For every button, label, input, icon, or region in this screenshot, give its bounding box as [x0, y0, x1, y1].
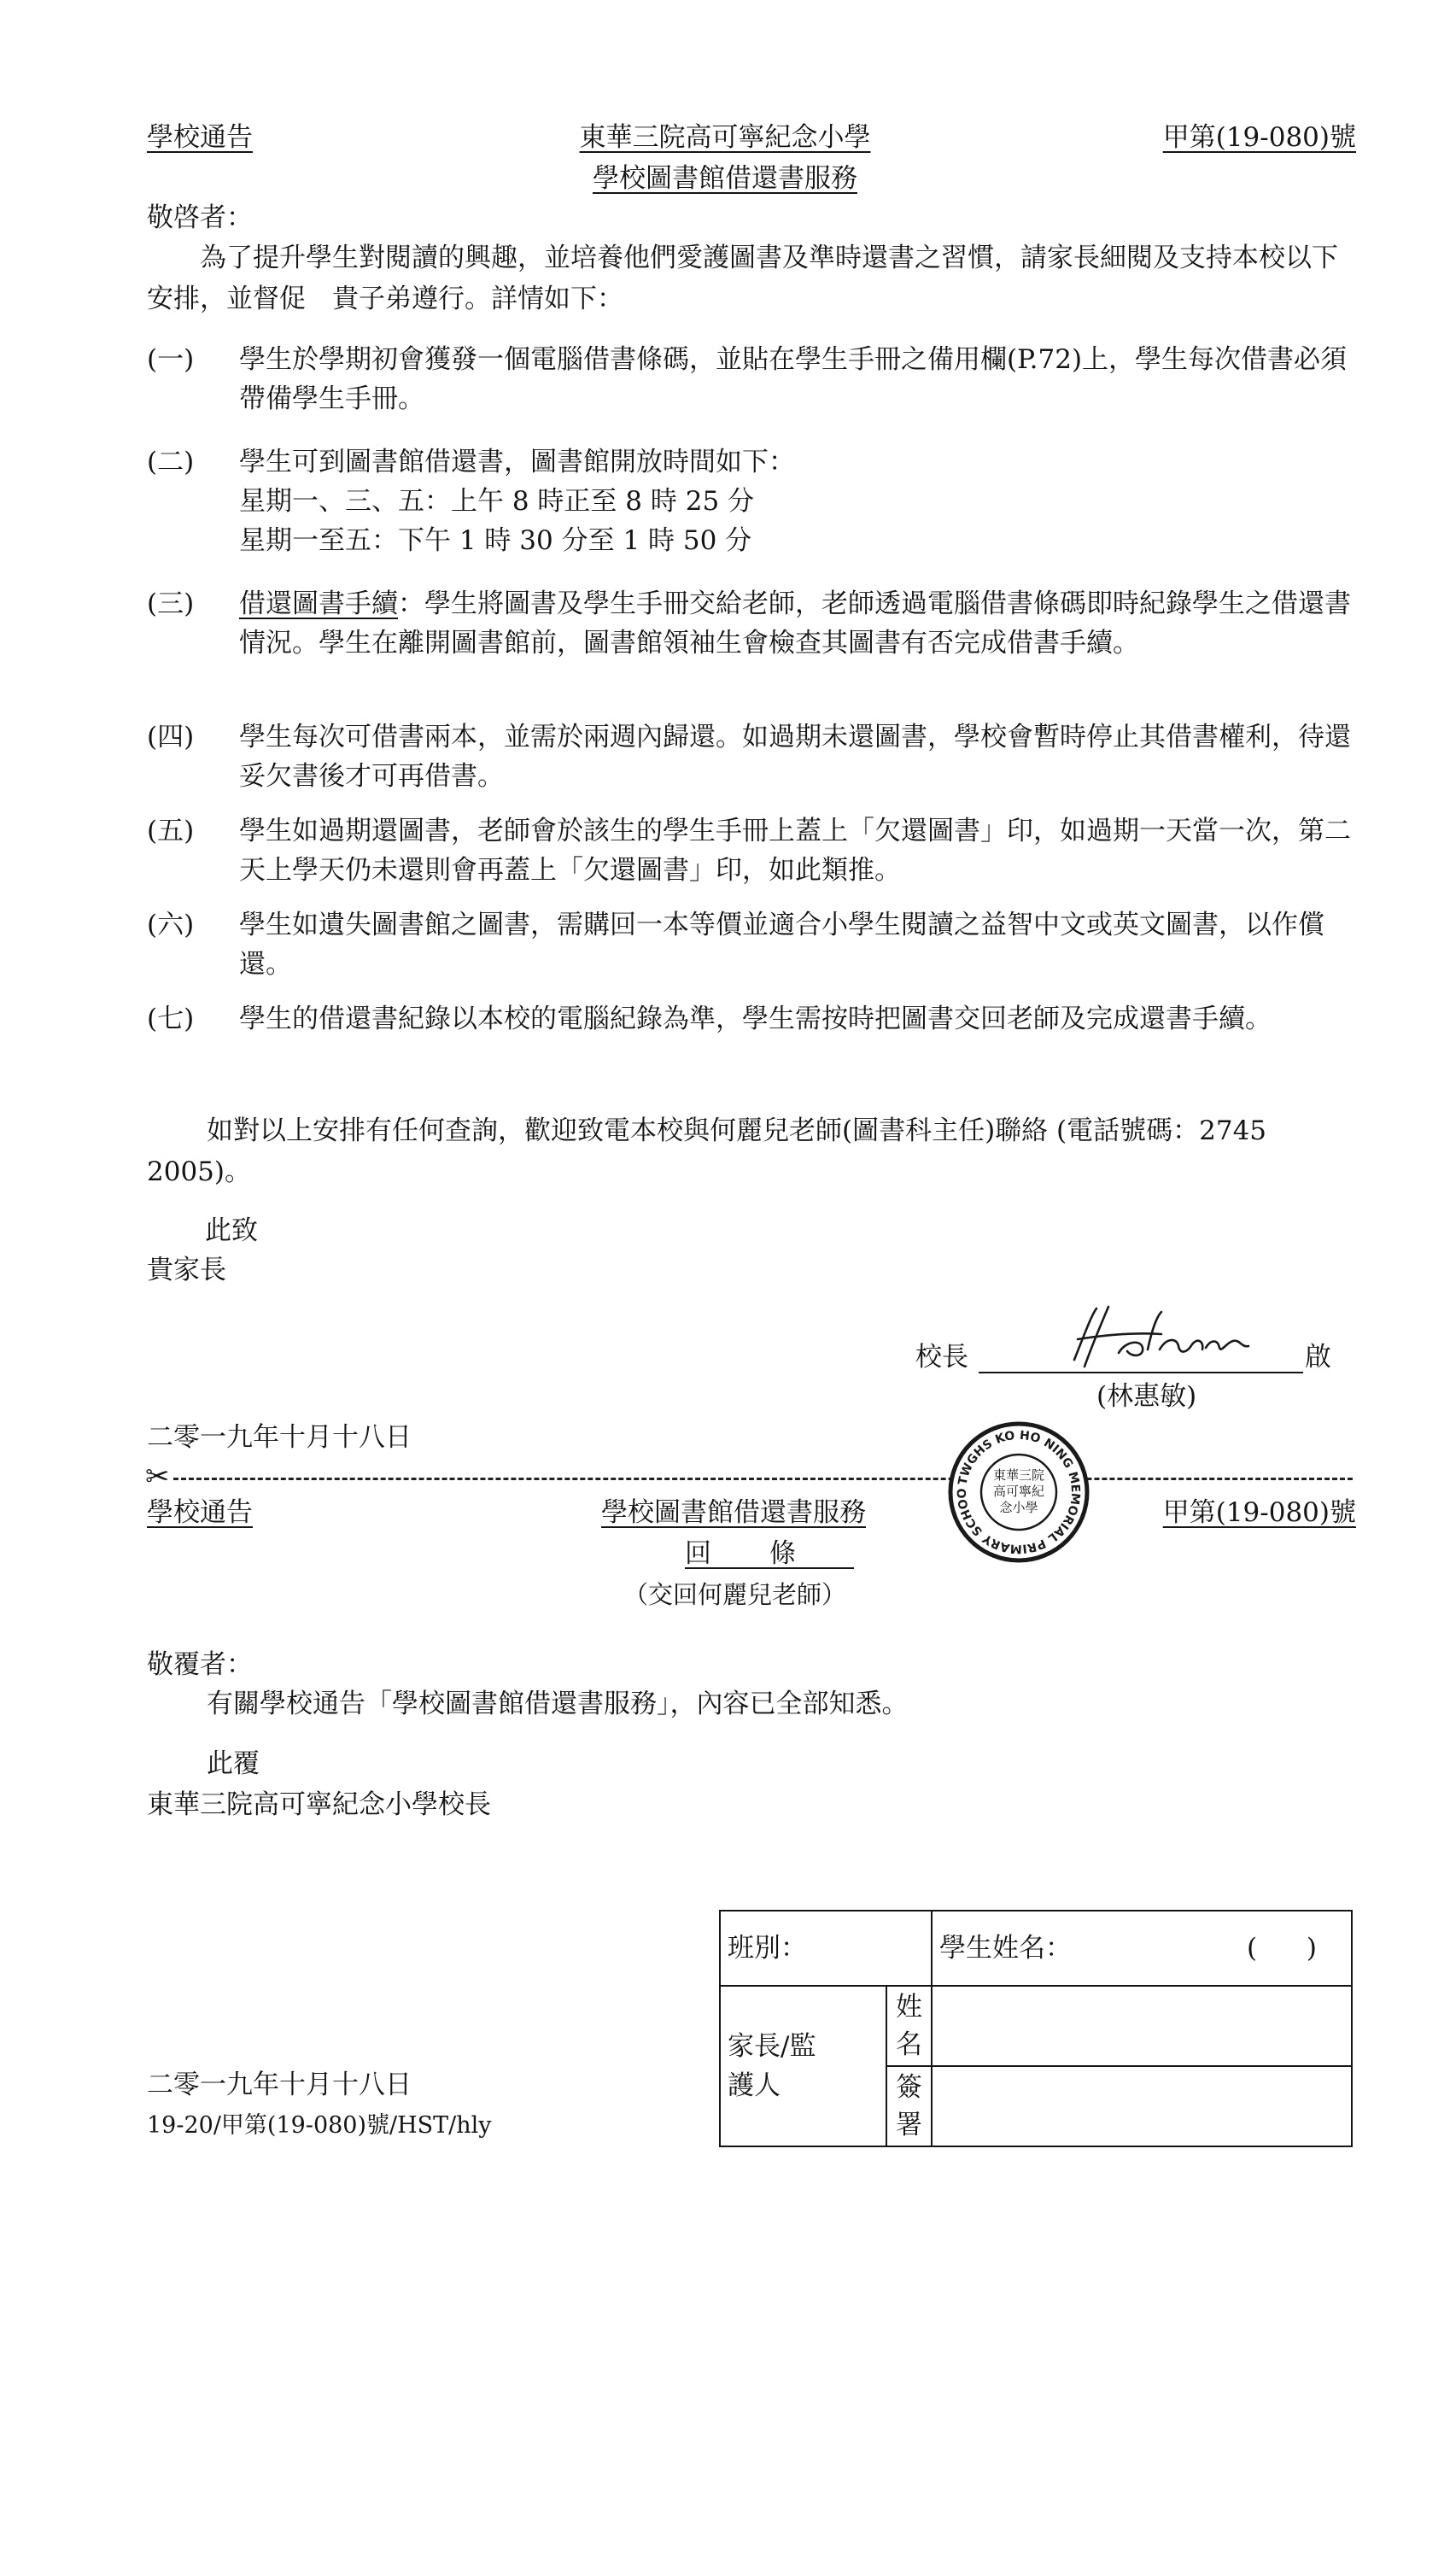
- dashed-divider: [173, 1478, 1354, 1480]
- reply-slip-title: 回條: [685, 1538, 854, 1569]
- class-field[interactable]: [720, 1911, 932, 1986]
- item-number: (一): [147, 344, 195, 375]
- reference-number: 甲第(19-080)號: [1162, 122, 1356, 153]
- school-name: 東華三院高可寧紀念小學: [579, 122, 871, 153]
- guardian-name-field[interactable]: [932, 1986, 1352, 2066]
- item-2: [147, 442, 1359, 560]
- signature: [1059, 1300, 1255, 1388]
- intro-paragraph: 為了提升學生對閱讀的興趣，並培養他們愛護圖書及準時還書之習慣，請家長細閱及支持本校以下安排，並督促 貴子弟遵行。詳情如下：: [147, 243, 1338, 314]
- item-text: 學生可到圖書館借還書，圖書館開放時間如下：: [239, 447, 795, 477]
- closing: 此致: [205, 1215, 258, 1246]
- reply-subject: 學校圖書館借還書服務: [601, 1497, 866, 1528]
- notice-subject: 學校圖書館借還書服務: [593, 163, 857, 194]
- principal-label: 校長: [915, 1342, 968, 1373]
- item-number: (三): [147, 588, 195, 619]
- enquiry-paragraph: 如對以上安排有任何查詢，歡迎致電本校與何麗兒老師(圖書科主任)聯絡 (電話號碼：2745 2005)。: [147, 1115, 1267, 1187]
- item-text: 學生如遺失圖書館之圖書，需購回一本等價並適合小學生閱讀之益智中文或英文圖書，以作償還。: [239, 910, 1324, 980]
- school-seal: [946, 1420, 1091, 1576]
- item-number: (七): [147, 1004, 195, 1034]
- reply-form: [719, 1910, 1353, 2147]
- item-4: [147, 717, 1359, 796]
- reply-notice-label: 學校通告: [147, 1497, 253, 1528]
- item-text: ：學生將圖書及學生手冊交給老師，老師透過電腦借書條碼即時紀錄學生之借還書情況。學生在離開圖書館前，圖書館領袖生會檢查其圖書有否完成借書手續。: [239, 588, 1351, 659]
- item-text: 學生的借還書紀錄以本校的電腦紀錄為準，學生需按時把圖書交回老師及完成還書手續。: [239, 1004, 1272, 1034]
- item-number: (六): [147, 910, 195, 940]
- item-3: [147, 584, 1359, 663]
- reply-addressee: 東華三院高可寧紀念小學校長: [147, 1789, 491, 1820]
- item-heading: 借還圖書手續: [239, 588, 398, 619]
- acknowledgement: 有關學校通告「學校圖書館借還書服務」，內容已全部知悉。: [207, 1689, 909, 1719]
- item-text: 學生於學期初會獲發一個電腦借書條碼，並貼在學生手冊之備用欄(P.72)上，學生每次借書必須帶備學生手冊。: [239, 344, 1348, 414]
- principal-name: (林惠敏): [1096, 1381, 1197, 1412]
- reply-closing: 此覆: [207, 1748, 260, 1779]
- hours-afternoon: 星期一至五：下午 1 時 30 分至 1 時 50 分: [239, 525, 752, 556]
- reply-date: 二零一九年十月十八日: [147, 2070, 412, 2100]
- hours-morning: 星期一、三、五：上午 8 時正至 8 時 25 分: [239, 486, 755, 517]
- guardian-signature-label: 簽署: [886, 2066, 932, 2146]
- class-number-paren: ( ): [1246, 1933, 1337, 1964]
- signoff: 啟: [1305, 1342, 1331, 1373]
- seal-inner-text: 東華三院高可寧紀念小學: [992, 1467, 1044, 1515]
- document-ref-code: 19-20/甲第(19-080)號/HST/hly: [147, 2112, 492, 2139]
- item-text: 學生每次可借書兩本，並需於兩週內歸還。如過期未還圖書，學校會暫時停止其借書權利，待還妥欠書後才可再借書。: [239, 722, 1351, 792]
- seal-outer-text: TWGHS KO HO NING MEMORIAL PRIMARY SCHOO: [955, 1428, 1083, 1556]
- cut-line: [145, 1457, 1353, 1496]
- notice-label: 學校通告: [147, 122, 253, 153]
- item-number: (四): [147, 722, 195, 752]
- item-5: [147, 811, 1359, 890]
- reply-salutation: 敬覆者：: [147, 1649, 253, 1680]
- item-7: [147, 999, 1359, 1039]
- class-label: 班別：: [728, 1933, 807, 1964]
- scissors-icon: ✂: [145, 1460, 170, 1494]
- student-name-field[interactable]: [932, 1911, 1352, 1986]
- item-6: [147, 905, 1359, 984]
- item-text: 學生如過期還圖書，老師會於該生的學生手冊上蓋上「欠還圖書」印，如過期一天當一次，第二天上學天仍未還則會再蓋上「欠還圖書」印，如此類推。: [239, 816, 1351, 886]
- guardian-signature-field[interactable]: [932, 2066, 1352, 2146]
- guardian-name-label: 姓名: [886, 1986, 932, 2066]
- return-to: （交回何麗兒老師）: [623, 1580, 847, 1609]
- reply-reference-number: 甲第(19-080)號: [1162, 1497, 1356, 1528]
- guardian-label: 家長/監護人: [720, 1986, 886, 2146]
- item-number: (五): [147, 816, 195, 846]
- item-number: (二): [147, 447, 195, 477]
- addressee: 貴家長: [147, 1255, 226, 1285]
- salutation: 敬啓者：: [147, 202, 253, 233]
- letter-date: 二零一九年十月十八日: [147, 1422, 412, 1453]
- item-1: [147, 340, 1359, 419]
- student-name-label: 學生姓名：: [939, 1933, 1072, 1964]
